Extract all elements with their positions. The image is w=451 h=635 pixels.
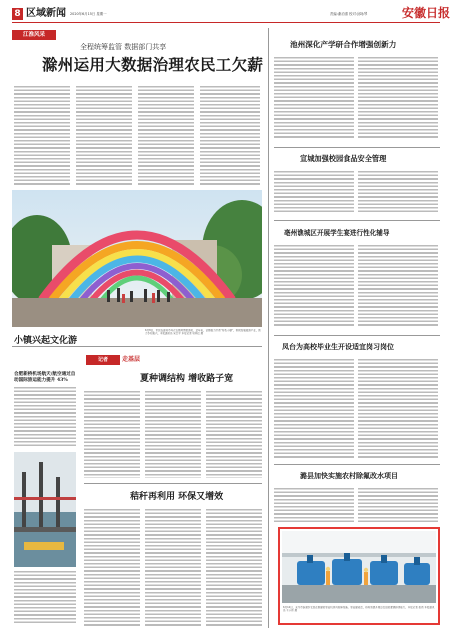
section-label: 区域新闻 — [26, 8, 66, 19]
center-headline-2: 秸秆再利用 环保又增效 — [130, 492, 224, 502]
column-kicker: 江淮风采 — [12, 30, 56, 40]
right-body-text — [358, 244, 438, 328]
right-body-text — [358, 170, 438, 214]
right-body-text — [274, 487, 354, 523]
right-body-text — [274, 358, 354, 458]
construction-photo — [14, 452, 76, 567]
reporter-tag: 记者 — [86, 355, 120, 365]
center-body-text — [84, 508, 140, 626]
editor-line: 责编:谢治淮 校对:邱咏琴 — [330, 12, 368, 16]
right-body-text — [358, 56, 438, 140]
right-body-text — [358, 358, 438, 458]
main-headline: 滁州运用大数据治理农民工欠薪 — [42, 55, 264, 74]
main-body-text — [14, 85, 70, 185]
divider — [274, 335, 440, 336]
main-photo-caption: 6月8日，市民在滁州市乌衣古镇风情街游玩，近年来，该镇着力打造“特色小镇”，积极发展旅游产业，助力乡村振兴。本报通讯员 宋卫平 本报记者 吴林红 摄 — [145, 329, 261, 336]
brief-headline: 合肥新桥机场航天/航空通过自动国际旅运能力提升 43% — [14, 372, 76, 383]
divider — [84, 483, 262, 484]
center-body-text — [206, 390, 262, 478]
pump-station-photo — [282, 531, 436, 603]
right-headline-5: 潞县加快实施农村除氟改水项目 — [300, 471, 398, 480]
main-body-text — [200, 85, 260, 185]
center-headline-1: 夏种调结构 增收路子宽 — [140, 374, 234, 384]
center-body-text — [145, 390, 201, 478]
right-headline-3: 亳州谯城区开展学生宴进行性化辅导 — [284, 229, 390, 237]
brief-body-text — [14, 386, 76, 446]
header-rule — [12, 22, 440, 23]
right-body-text — [358, 487, 438, 523]
main-body-text — [76, 85, 132, 185]
pump-photo-caption: 6月12日，无为市滨湖乡农民在新建的泵站机房内检修设备。泵站建成后，将有效提升周边农田的灌溉排涝能力。本报记者 张劲 本报通讯员 王小伟 摄 — [283, 606, 435, 613]
divider — [274, 464, 440, 465]
right-body-text — [274, 170, 354, 214]
column-separator — [268, 28, 269, 628]
right-headline-4: 凤台为高校毕业生开设适宜岗习岗位 — [282, 342, 394, 351]
center-body-text — [84, 390, 140, 478]
right-body-text — [274, 244, 354, 328]
feature-title: 小镇兴起文化游 — [14, 336, 78, 346]
right-body-text — [274, 56, 354, 140]
date-line: 2020年6月15日 星期一 — [70, 12, 107, 16]
main-subtitle: 全程统筹监管 数据部门共享 — [80, 43, 167, 51]
newspaper-logo: 安徽日报 — [402, 6, 451, 20]
main-body-text — [138, 85, 194, 185]
center-body-text — [145, 508, 201, 626]
highlighted-photo-box[interactable] — [278, 527, 440, 625]
right-headline-1: 池州深化产学研合作增强创新力 — [290, 40, 397, 49]
main-photo — [12, 190, 262, 327]
reporter-tag-sub: 走基层 — [122, 356, 141, 363]
brief-caption — [14, 570, 76, 625]
divider — [274, 220, 440, 221]
right-headline-2: 宣城加强校园食品安全管理 — [300, 154, 387, 163]
center-body-text — [206, 508, 262, 626]
page-number-badge: 8 — [12, 8, 23, 20]
divider — [274, 147, 440, 148]
